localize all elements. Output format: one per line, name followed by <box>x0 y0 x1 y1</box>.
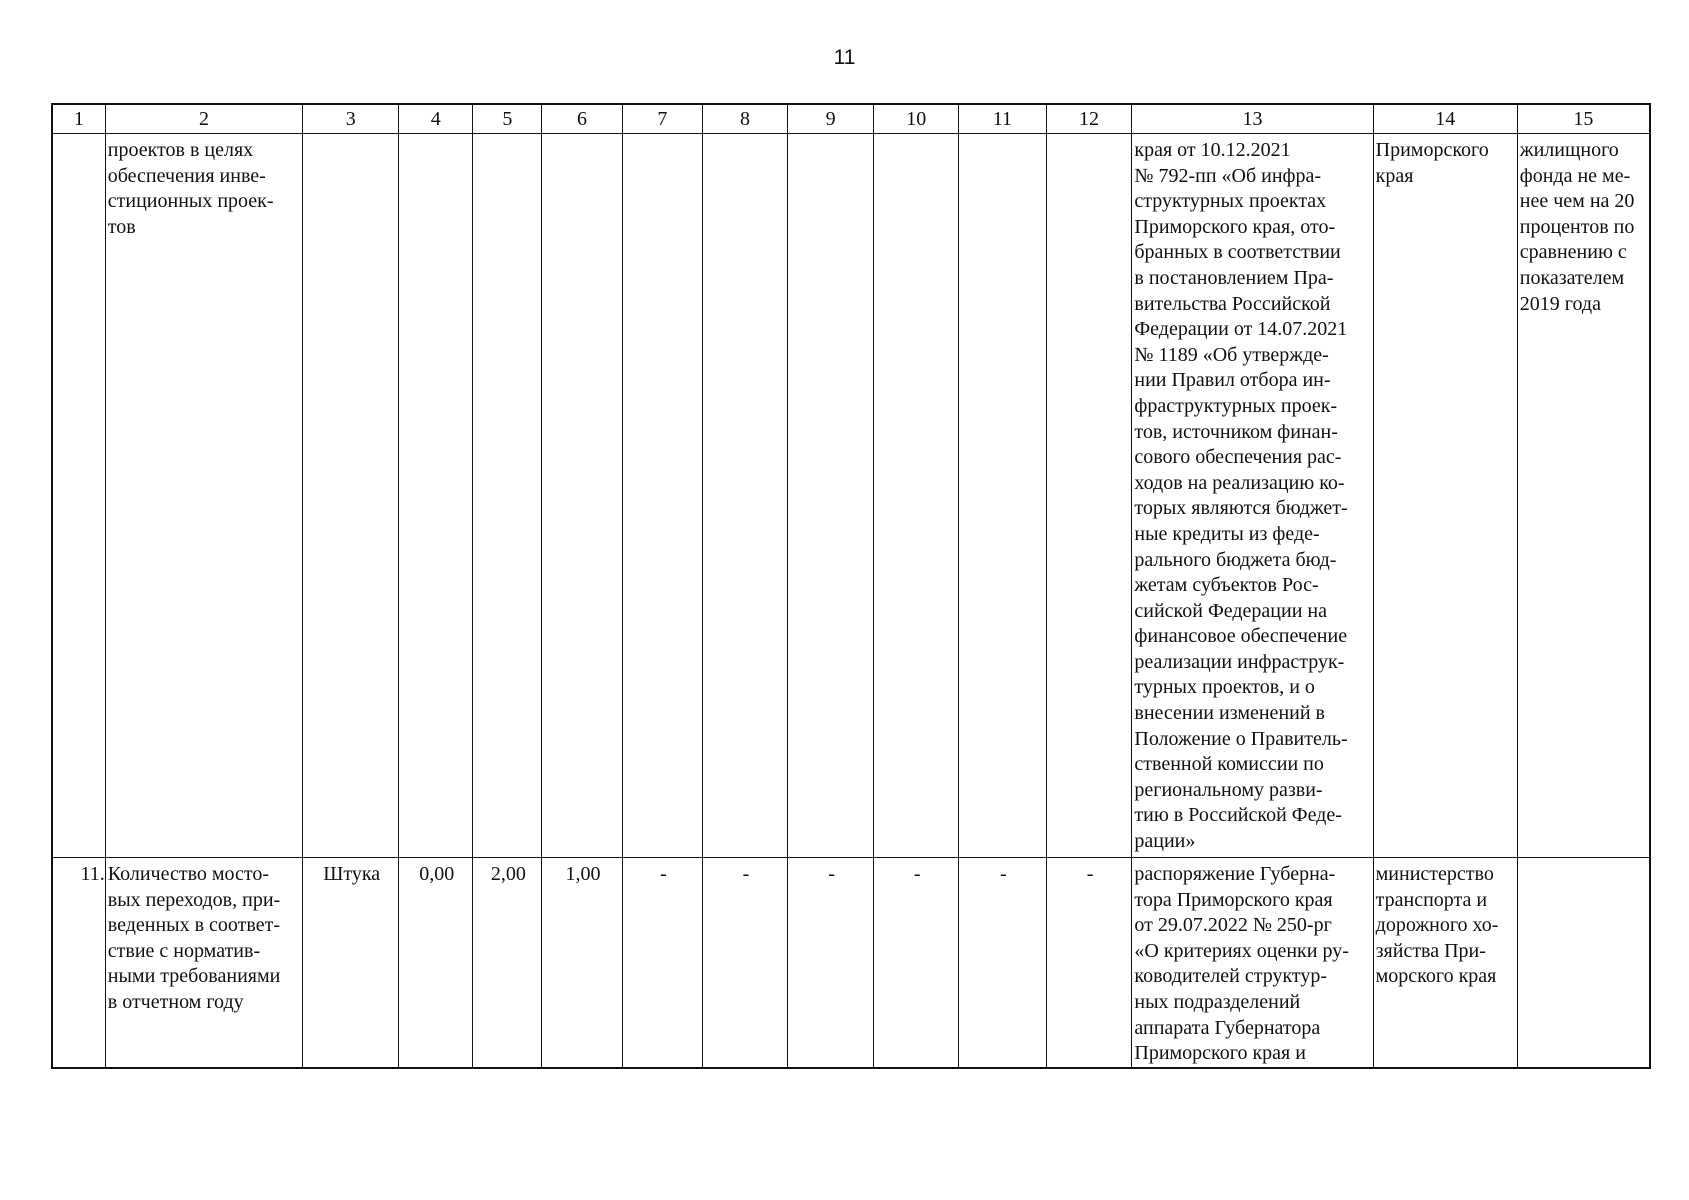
value-cell <box>787 134 874 858</box>
legal-basis-cell: распоряжение Губерна- тора Приморского края от 29.07.2022 № 250-рг «О критериях оценки ру- ководителей структур- ных подразделений аппарата Губернатора Приморского края и <box>1132 858 1373 1068</box>
column-header: 7 <box>622 104 702 134</box>
value-cell <box>874 134 959 858</box>
value-cell: - <box>874 858 959 1068</box>
column-header: 9 <box>787 104 874 134</box>
value-cell: 0,00 <box>399 858 473 1068</box>
unit-cell <box>303 134 399 858</box>
value-cell: - <box>622 858 702 1068</box>
row-number-cell <box>52 134 105 858</box>
column-header: 1 <box>52 104 105 134</box>
value-cell: - <box>703 858 788 1068</box>
note-cell <box>1517 858 1650 1068</box>
value-cell <box>399 134 473 858</box>
value-cell: - <box>959 858 1047 1068</box>
table-row <box>52 134 1650 858</box>
value-cell: - <box>787 858 874 1068</box>
responsible-cell: министерство транспорта и дорожного хо- зяйства При- морского края <box>1373 858 1517 1068</box>
table-row <box>52 858 1650 1068</box>
column-header: 11 <box>959 104 1047 134</box>
column-header: 3 <box>303 104 399 134</box>
unit-cell: Штука <box>303 858 399 1068</box>
column-header: 14 <box>1373 104 1517 134</box>
note-cell: жилищного фонда не ме- нее чем на 20 процентов по сравнению с показателем 2019 года <box>1517 134 1650 858</box>
column-header: 12 <box>1046 104 1132 134</box>
column-header: 8 <box>703 104 788 134</box>
indicator-name-cell: проектов в целях обеспечения инве- стиционных проек- тов <box>105 134 302 858</box>
row-number-cell: 11. <box>52 858 105 1068</box>
value-cell <box>959 134 1047 858</box>
column-header: 2 <box>105 104 302 134</box>
value-cell <box>542 134 622 858</box>
column-header: 4 <box>399 104 473 134</box>
indicator-name-cell: Количество мосто- вых переходов, при- веденных в соответ- ствие с норматив- ными требованиями в отчетном году <box>105 858 302 1068</box>
column-header: 15 <box>1517 104 1650 134</box>
value-cell <box>703 134 788 858</box>
legal-basis-cell: края от 10.12.2021 № 792-пп «Об инфра- структурных проектах Приморского края, ото- бранных в соответствии в постановлением Пра- вительства Российской Федерации от 14.07.2021 № 1189 «Об утвержде- нии Правил отбора ин- фраструктурных проек- тов, источником финан- сового обеспечения рас- ходов на реализацию ко- торых являются бюджет- ные кредиты из феде- рального бюджета бюд- жетам субъектов Рос- сийской Федерации на финансовое обеспечение реализации инфраструк- турных проектов, и о внесении изменений в Положение о Правитель- ственной комиссии по региональному разви- тию в Российской Феде- рации» <box>1132 134 1373 858</box>
column-header: 5 <box>473 104 542 134</box>
value-cell <box>1046 134 1132 858</box>
column-header: 13 <box>1132 104 1373 134</box>
indicators-table <box>51 103 1651 1069</box>
column-header: 10 <box>874 104 959 134</box>
responsible-cell: Приморского края <box>1373 134 1517 858</box>
page-number: 11 <box>833 46 856 69</box>
value-cell: 2,00 <box>473 858 542 1068</box>
value-cell <box>473 134 542 858</box>
header-row <box>52 104 1650 134</box>
value-cell <box>622 134 702 858</box>
column-header: 6 <box>542 104 622 134</box>
value-cell: 1,00 <box>542 858 622 1068</box>
value-cell: - <box>1046 858 1132 1068</box>
